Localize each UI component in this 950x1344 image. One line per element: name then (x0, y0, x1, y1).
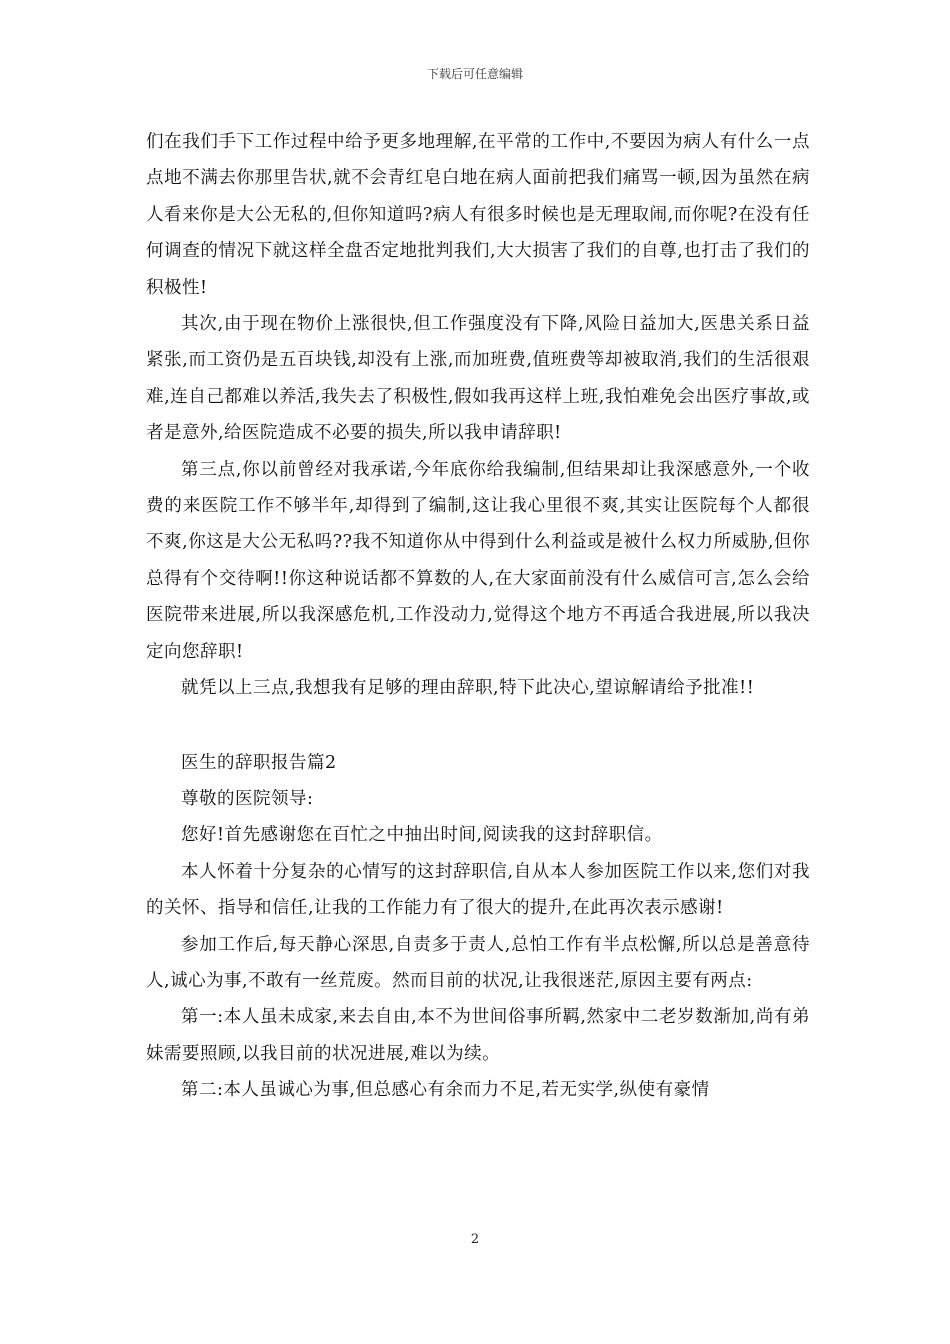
paragraph-point-two: 第二:本人虽诚心为事,但总感心有余而力不足,若无实学,纵使有豪情 (181, 1080, 710, 1101)
page-header: 下载后可任意编辑 (426, 67, 523, 81)
greeting: 您好!首先感谢您在百忙之中抽出时间,阅读我的这封辞职信。 (181, 825, 663, 846)
paragraph-reason-two: 其次,由于现在物价上涨很快,但工作强度没有下降,风险日益加大,医患关系日益紧张,而工资仍是五百块钱,却没有上涨,而加班费,值班费等却被取消,我们的生活很艰难,连自己都难以养活,我失去了积极性,假如我再这样上班,我怕难免会出医疗事故,或者是意外,给医院造成不必要的损失,所以我申请辞职! (146, 314, 810, 444)
salutation: 尊敬的医院领导: (181, 788, 314, 809)
document-body (146, 124, 810, 1109)
paragraph-intro: 本人怀着十分复杂的心情写的这封辞职信,自从本人参加医院工作以来,您们对我的关怀、指导和信任,让我的工作能力有了很大的提升,在此再次表示感谢! (146, 861, 810, 919)
paragraph-point-one: 第一:本人虽未成家,来去自由,本不为世间俗事所羁,然家中二老岁数渐加,尚有弟妹需要照顾,以我目前的状况进展,难以为续。 (146, 1007, 810, 1064)
paragraph-continued: 们在我们手下工作过程中给予更多地理解,在平常的工作中,不要因为病人有什么一点点地不满去你那里告状,就不会青红皂白地在病人面前把我们痛骂一顿,因为虽然在病人看来你是大公无私的,但你知道吗?病人有很多时候也是无理取闹,而你呢?在没有任何调查的情况下就这样全盘否定地批判我们,大大损害了我们的自尊,也打击了我们的积极性! (146, 132, 810, 298)
section-title: 医生的辞职报告篇2 (181, 752, 337, 773)
paragraph-conclusion: 就凭以上三点,我想我有足够的理由辞职,特下此决心,望谅解请给予批准!! (181, 678, 755, 699)
paragraph-reason-three: 第三点,你以前曾经对我承诺,今年底你给我编制,但结果却让我深感意外,一个收费的来医院工作不够半年,却得到了编制,这让我心里很不爽,其实让医院每个人都很不爽,你这是大公无私吗??我不知道你从中得到什么利益或是被什么权力所威胁,但你总得有个交待啊!!你这种说话都不算数的人,在大家面前没有什么威信可言,怎么会给医院带来进展,所以我深感危机,工作没动力,觉得这个地方不再适合我进展,所以我决定向您辞职! (146, 459, 810, 662)
paragraph-work: 参加工作后,每天静心深思,自责多于责人,总怕工作有半点松懈,所以总是善意待人,诚心为事,不敢有一丝荒废。然而目前的状况,让我很迷茫,原因主要有两点: (146, 934, 810, 991)
paragraph-spacer (146, 707, 810, 745)
page-number: 2 (470, 1232, 480, 1247)
